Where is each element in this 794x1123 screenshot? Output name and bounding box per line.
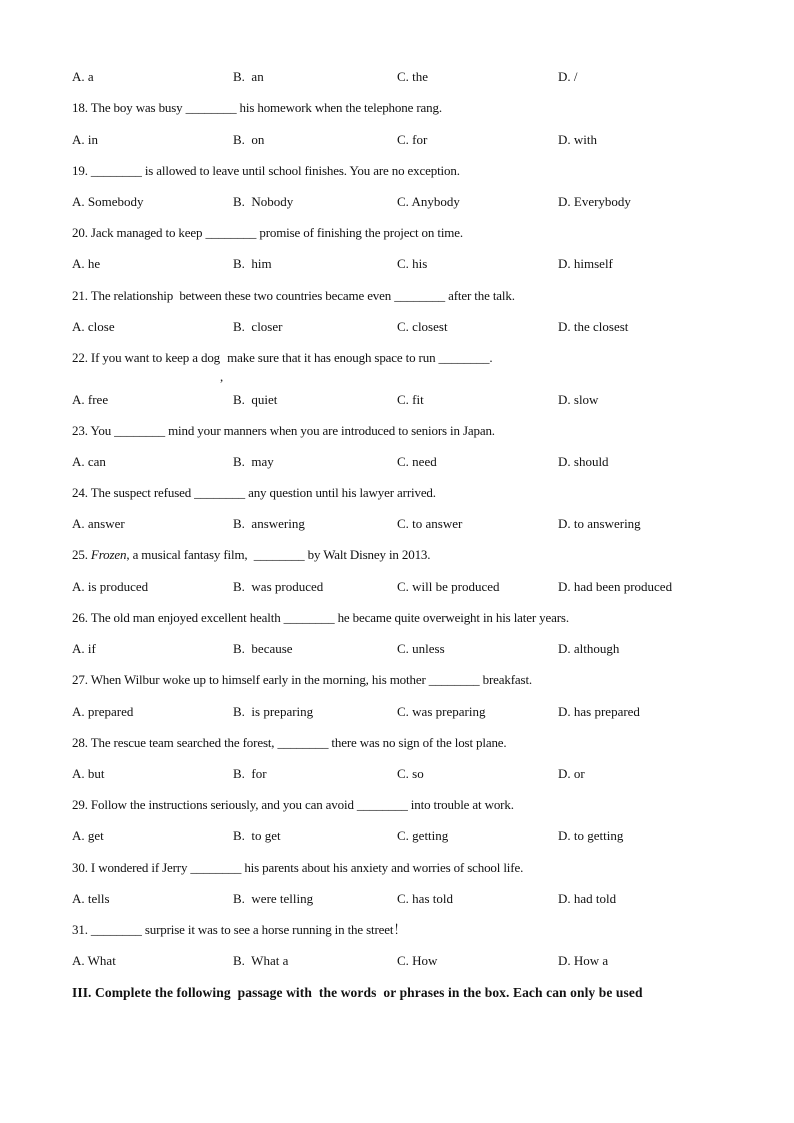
question-text: 18. The boy was busy ________ his homework when the telephone rang.	[72, 100, 442, 115]
option-b: B. an	[233, 69, 264, 84]
option-b: B. for	[233, 766, 267, 781]
option-a: A. is produced	[72, 579, 149, 594]
question-text: 29. Follow the instructions seriously, and you can avoid ________ into trouble at work.	[72, 797, 514, 812]
option-b: B. may	[233, 454, 274, 469]
option-a: A. answer	[72, 516, 125, 531]
question-text: 19. ________ is allowed to leave until school finishes. You are no exception.	[72, 163, 460, 178]
option-c: C. to answer	[397, 516, 463, 531]
option-a: A. he	[72, 256, 101, 271]
option-d: D. to getting	[558, 828, 624, 843]
option-c: C. closest	[397, 319, 448, 334]
option-c: C. for	[397, 132, 428, 147]
option-c: C. his	[397, 256, 428, 271]
option-a: A. if	[72, 641, 96, 656]
option-d: D. or	[558, 766, 585, 781]
option-b: B. because	[233, 641, 293, 656]
option-b: B. Nobody	[233, 194, 294, 209]
option-a: A. in	[72, 132, 98, 147]
option-d: D. with	[558, 132, 597, 147]
option-c: C. How	[397, 953, 438, 968]
question-text: 28. The rescue team searched the forest, ________ there was no sign of the lost plane.	[72, 735, 507, 750]
option-a: A. but	[72, 766, 105, 781]
option-d: D. Everybody	[558, 194, 631, 209]
option-d: D. /	[558, 69, 578, 84]
option-c: C. so	[397, 766, 424, 781]
question-text: 23. You ________ mind your manners when you are introduced to seniors in Japan.	[72, 423, 495, 438]
option-b: B. him	[233, 256, 272, 271]
option-c: C. has told	[397, 891, 453, 906]
option-d: D. the closest	[558, 319, 629, 334]
question-text: 20. Jack managed to keep ________ promise of finishing the project on time.	[72, 225, 463, 240]
option-d: D. should	[558, 454, 609, 469]
option-b: B. quiet	[233, 392, 278, 407]
option-b: B. were telling	[233, 891, 314, 906]
option-c: C. need	[397, 454, 437, 469]
option-b: B. closer	[233, 319, 283, 334]
option-b: B. was produced	[233, 579, 324, 594]
question-text: 27. When Wilbur woke up to himself early in the morning, his mother ________ breakfast.	[72, 672, 533, 687]
option-d: D. although	[558, 641, 620, 656]
option-d: D. slow	[558, 392, 599, 407]
option-a: A. What	[72, 953, 116, 968]
option-b: B. on	[233, 132, 265, 147]
question-text: 31. ________ surprise it was to see a horse running in the street！	[72, 922, 407, 937]
option-b: B. answering	[233, 516, 305, 531]
question-text: 26. The old man enjoyed excellent health ________ he became quite overweight in his later years.	[72, 610, 569, 625]
option-c: C. will be produced	[397, 579, 500, 594]
question-text: 21. The relationship between these two countries became even ________ after the talk.	[72, 288, 515, 303]
option-c: C. fit	[397, 392, 424, 407]
option-d: D. had told	[558, 891, 617, 906]
option-c: C. getting	[397, 828, 449, 843]
option-d: D. himself	[558, 256, 613, 271]
option-b: B. What a	[233, 953, 289, 968]
question-text: 24. The suspect refused ________ any question until his lawyer arrived.	[72, 485, 436, 500]
option-b: B. is preparing	[233, 704, 314, 719]
option-a: A. get	[72, 828, 104, 843]
option-d: D. How a	[558, 953, 609, 968]
option-a: A. tells	[72, 891, 110, 906]
option-c: C. the	[397, 69, 429, 84]
question-text: 25. Frozen, a musical fantasy film, ________ by Walt Disney in 2013.	[72, 547, 431, 562]
option-c: C. unless	[397, 641, 445, 656]
option-c: C. was preparing	[397, 704, 486, 719]
option-a: A. free	[72, 392, 109, 407]
option-a: A. a	[72, 69, 94, 84]
option-a: A. Somebody	[72, 194, 144, 209]
option-d: D. to answering	[558, 516, 641, 531]
option-a: A. can	[72, 454, 106, 469]
option-d: D. has prepared	[558, 704, 640, 719]
question-text: 22. If you want to keep a dog , make sure that it has enough space to run ________.	[72, 350, 493, 384]
option-d: D. had been produced	[558, 579, 673, 594]
option-a: A. prepared	[72, 704, 134, 719]
option-a: A. close	[72, 319, 115, 334]
question-text: 30. I wondered if Jerry ________ his parents about his anxiety and worries of school life.	[72, 860, 524, 875]
option-b: B. to get	[233, 828, 281, 843]
option-c: C. Anybody	[397, 194, 460, 209]
section-heading: III. Complete the following passage with the words or phrases in the box. Each can only be used	[72, 985, 643, 1000]
